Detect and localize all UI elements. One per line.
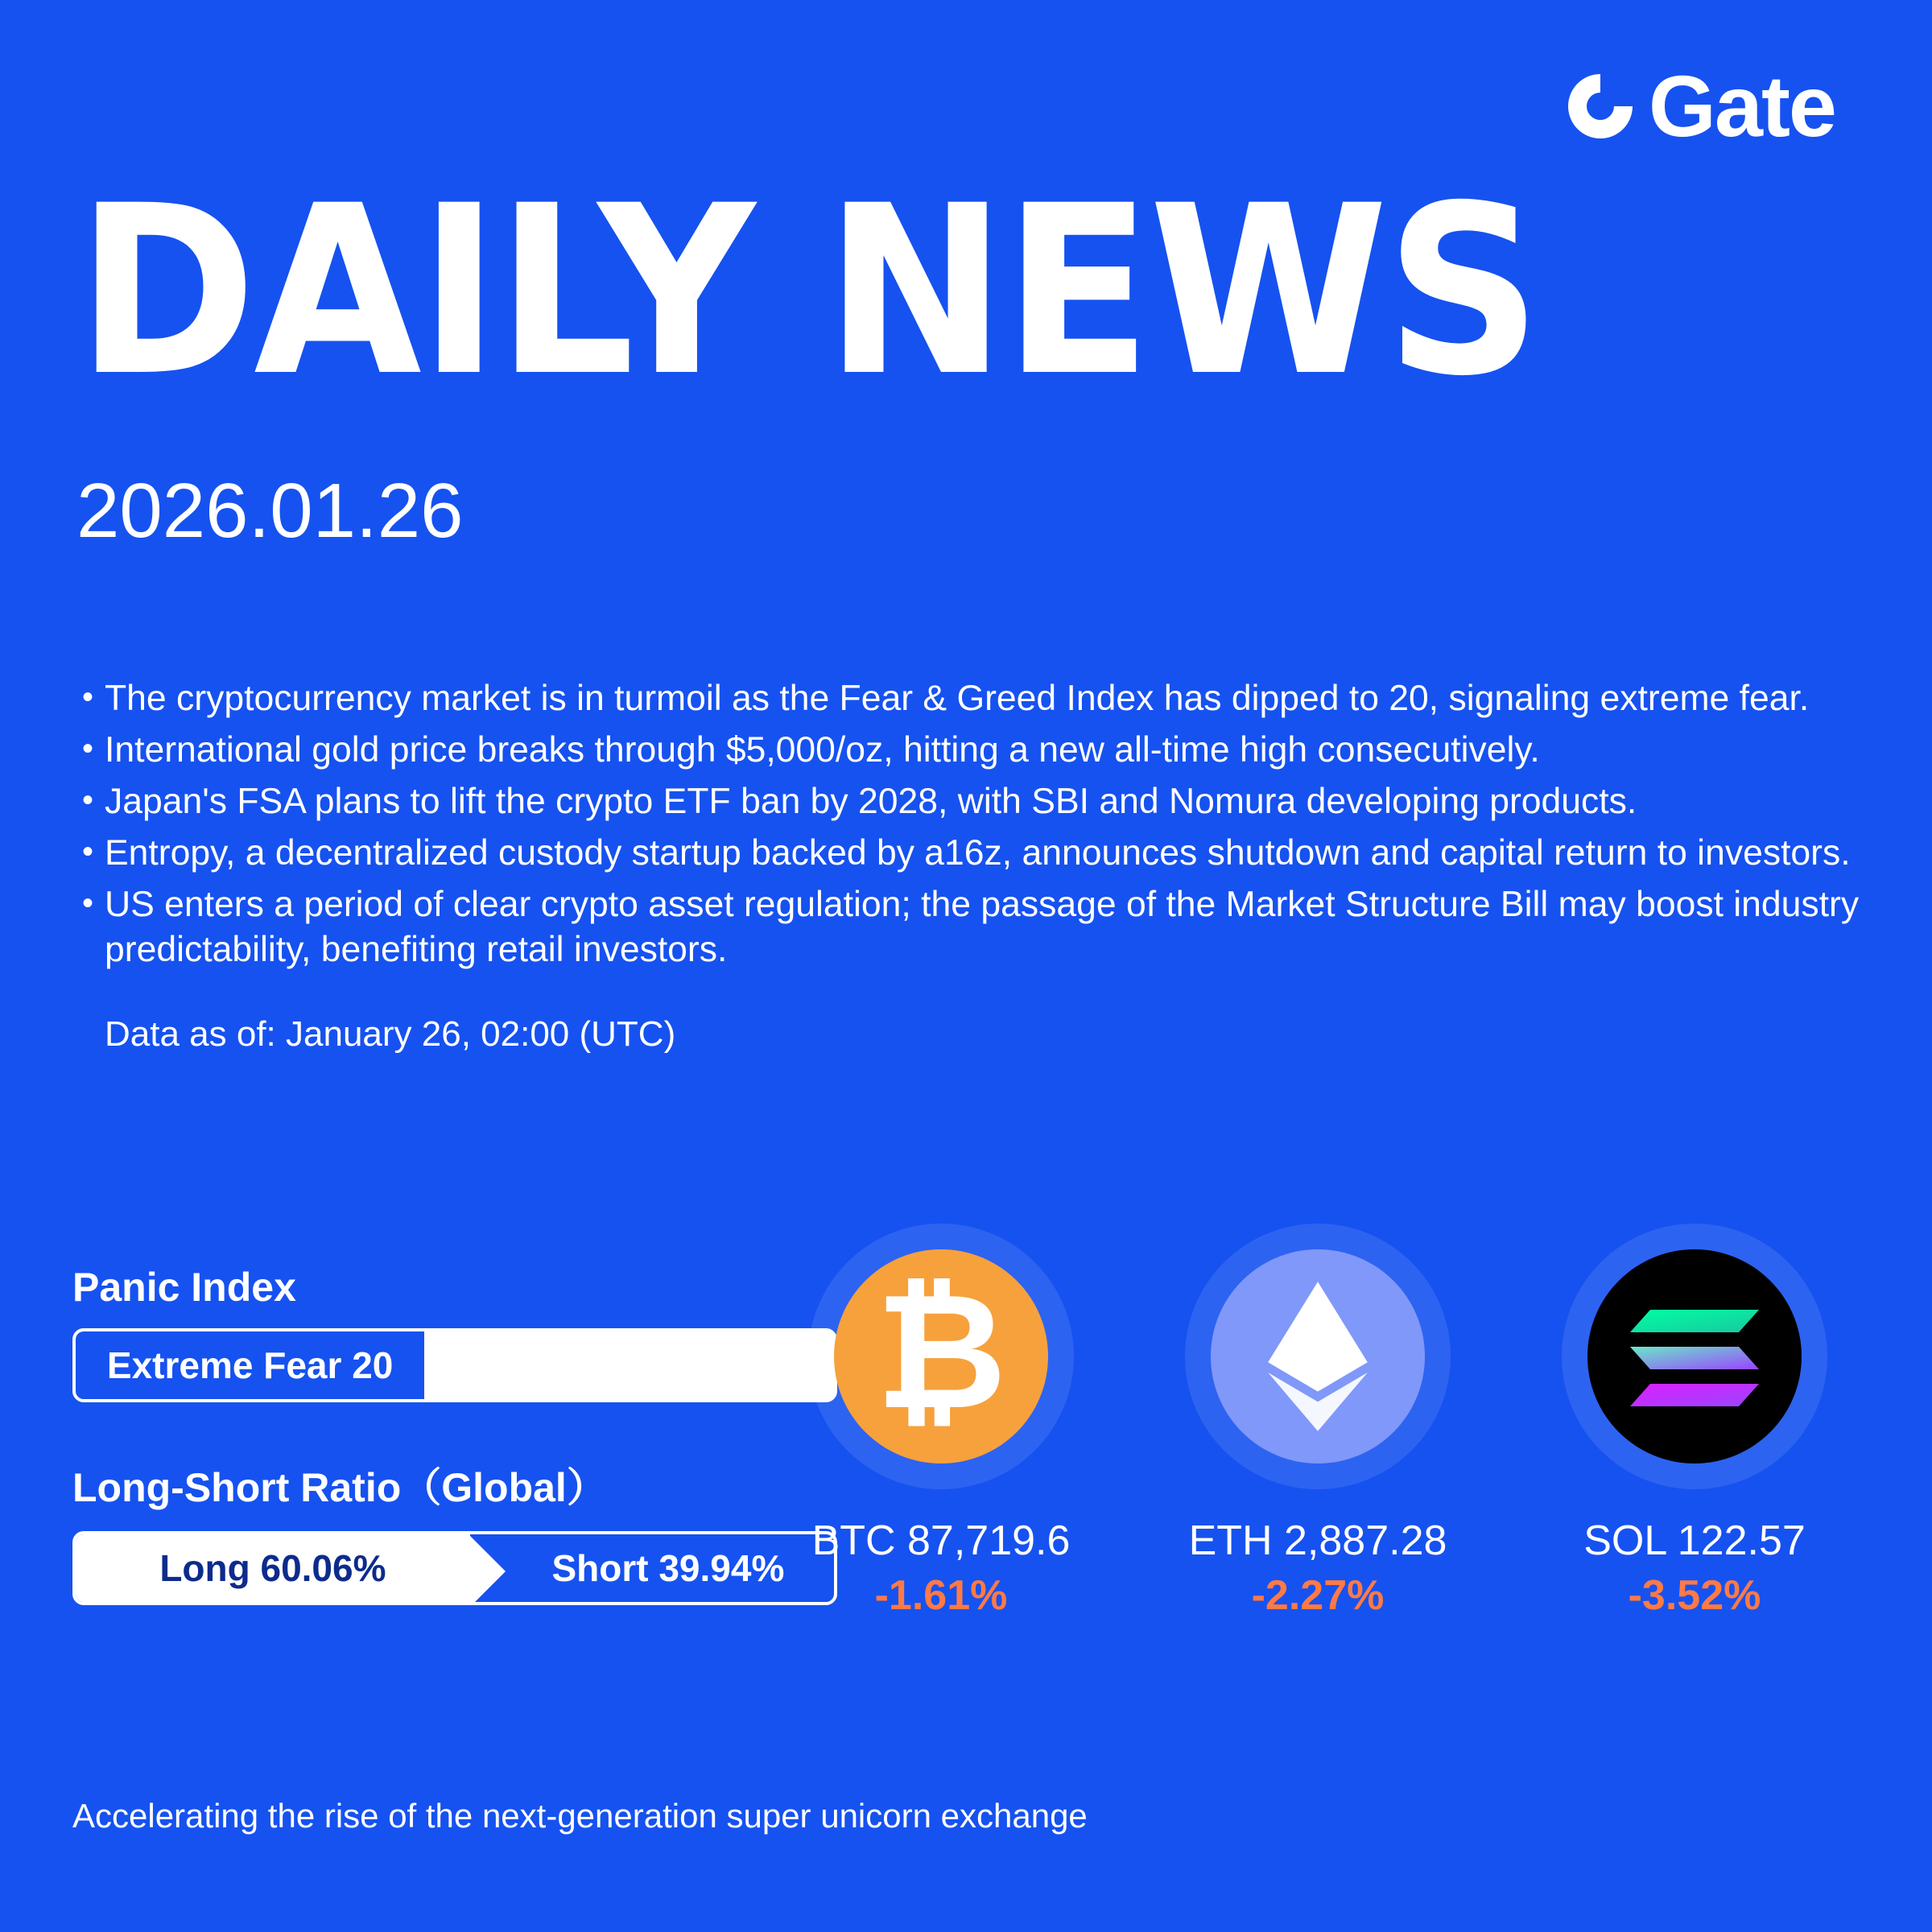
svg-text:₿: ₿ <box>875 1258 1007 1446</box>
bullet-icon: • <box>81 782 93 819</box>
solana-icon <box>1587 1249 1802 1463</box>
coin-change: -3.52% <box>1628 1572 1761 1619</box>
long-short-title: Long-Short Ratio（Global） <box>72 1465 607 1510</box>
news-list <box>71 676 1866 1055</box>
long-short-bar <box>72 1531 837 1605</box>
coin-change: -1.61% <box>874 1572 1008 1619</box>
short-segment: Short 39.94% <box>551 1547 785 1589</box>
data-as-of-label: Data as of: January 26, 02:00 (UTC) <box>105 1014 676 1055</box>
coin-card-eth <box>1161 1224 1475 1620</box>
long-segment: Long 60.06% <box>76 1534 470 1602</box>
list-item-text: US enters a period of clear crypto asset regulation; the passage of the Market Structure Bill may boost industry predictability, benefiting retail investors. <box>105 885 1860 970</box>
coin-ring <box>1185 1224 1451 1489</box>
bullet-icon: • <box>81 731 93 767</box>
gate-logo-icon <box>1563 69 1637 143</box>
bullet-icon: • <box>81 679 93 715</box>
list-item <box>71 728 1866 773</box>
page-date: 2026.01.26 <box>76 468 464 554</box>
coin-ring <box>808 1224 1074 1489</box>
list-item <box>71 882 1866 972</box>
bitcoin-icon <box>834 1249 1048 1463</box>
list-item <box>71 779 1866 824</box>
footer-tagline: Accelerating the rise of the next-generation super unicorn exchange <box>72 1797 1088 1835</box>
coin-prices <box>784 1224 1852 1620</box>
coin-name-price: SOL 122.57 <box>1583 1517 1806 1564</box>
metrics-panel <box>72 1264 837 1605</box>
list-item <box>71 676 1866 721</box>
list-item-text: Japan's FSA plans to lift the crypto ETF ban by 2028, with SBI and Nomura developing products. <box>105 782 1637 822</box>
panic-index-bar <box>72 1328 837 1402</box>
coin-change: -2.27% <box>1251 1572 1385 1619</box>
coin-name-price: ETH 2,887.28 <box>1188 1517 1447 1564</box>
coin-ring <box>1562 1224 1827 1489</box>
bullet-icon: • <box>81 834 93 870</box>
list-item <box>71 831 1866 876</box>
bullet-icon: • <box>81 886 93 922</box>
panic-index-title: Panic Index <box>72 1265 296 1310</box>
brand-logo <box>1563 57 1835 155</box>
coin-name-price: BTC 87,719.6 <box>811 1517 1071 1564</box>
coin-card-btc <box>784 1224 1098 1620</box>
coin-card-sol <box>1538 1224 1852 1620</box>
brand-name: Gate <box>1648 57 1835 155</box>
panic-index-fill <box>76 1331 424 1399</box>
page-title: DAILY NEWS <box>76 156 1539 427</box>
list-item-text: The cryptocurrency market is in turmoil as the Fear & Greed Index has dipped to 20, signaling extreme fear. <box>105 679 1810 718</box>
list-item-text: Entropy, a decentralized custody startup backed by a16z, announces shutdown and capital return to investors. <box>105 833 1851 873</box>
list-item-text: International gold price breaks through $5,000/oz, hitting a new all-time high consecutively. <box>105 730 1540 770</box>
panic-index-label: Extreme Fear 20 <box>106 1344 394 1386</box>
ethereum-icon <box>1211 1249 1425 1463</box>
